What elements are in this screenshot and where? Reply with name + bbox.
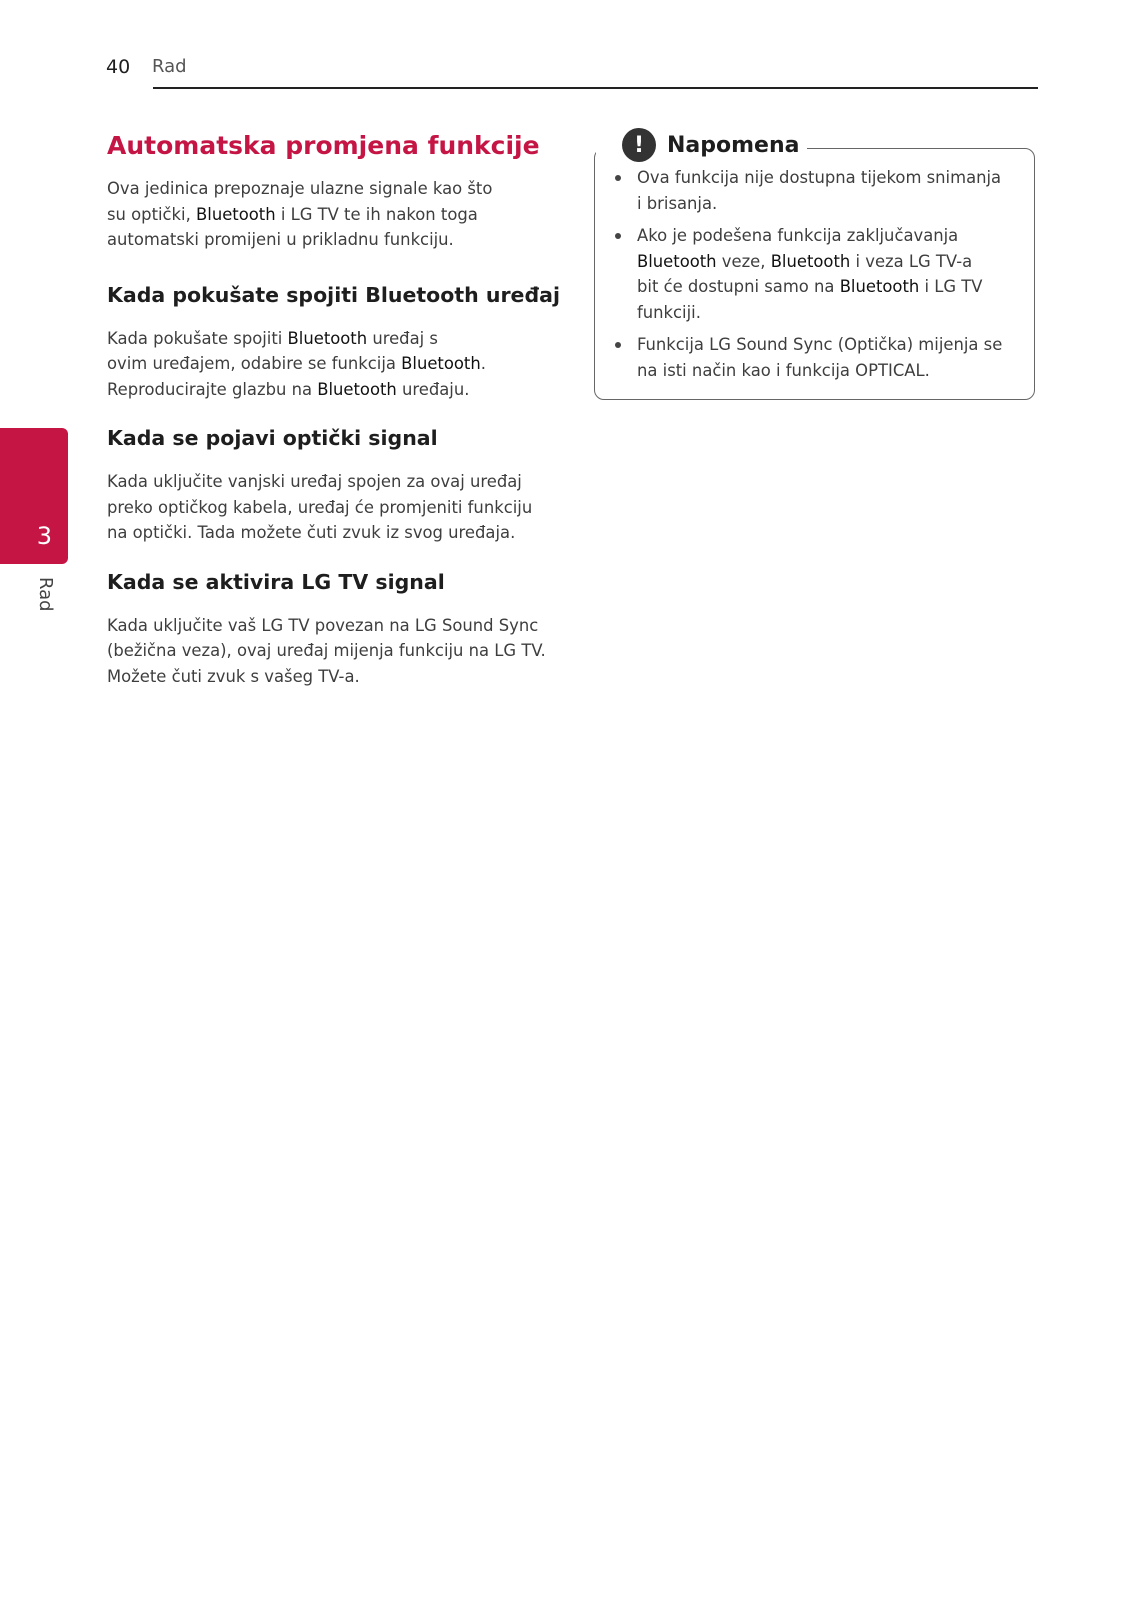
bullet-icon [615, 175, 621, 181]
note-list [613, 165, 1023, 390]
text-segment: veze, [716, 251, 771, 271]
page-header [106, 56, 1038, 90]
note-item [613, 332, 1023, 383]
content-section [107, 570, 563, 690]
text-segment: i veza LG TV-a [850, 251, 973, 271]
header-section-label: Rad [152, 56, 187, 77]
text-segment: i LG TV te ih nakon toga [275, 204, 478, 224]
emphasis-term: Bluetooth [637, 251, 717, 271]
text-line: Možete čuti zvuk s vašeg TV-a. [107, 666, 360, 686]
chapter-label-text: Rad [35, 577, 56, 612]
text-line: Ova jedinica prepoznaje ulazne signale kao što [107, 179, 493, 199]
note-item [613, 223, 1023, 325]
emphasis-term: Bluetooth [317, 379, 397, 399]
section-heading: Kada pokušate spojiti Bluetooth uređaj [107, 282, 560, 307]
note-item [613, 165, 1023, 216]
text-segment: Reproducirajte glazbu na [107, 379, 318, 399]
emphasis-term: Bluetooth [839, 277, 920, 296]
text-segment: bit će dostupni samo na [637, 277, 840, 296]
text-line: Kada uključite vaš LG TV povezan na LG Sound Sync [107, 615, 539, 635]
text-line: i brisanja. [637, 193, 718, 213]
note-title: Napomena [667, 132, 800, 158]
content-section [107, 283, 563, 403]
note-header [596, 128, 807, 162]
section-heading: Kada se pojavi optički signal [107, 426, 438, 451]
emphasis-term: Bluetooth [401, 354, 481, 374]
text-line: na optički. Tada možete čuti zvuk iz svog uređaja. [107, 523, 516, 543]
text-line: (bežična veza), ovaj uređaj mijenja funkciju na LG TV. [107, 641, 546, 661]
text-line: funkciji. [637, 302, 701, 322]
text-line: Ova funkcija nije dostupna tijekom snimanja [637, 168, 1002, 187]
content-section [107, 426, 563, 546]
emphasis-term: Bluetooth [196, 204, 276, 224]
exclamation-icon: ! [622, 128, 656, 162]
text-segment: ovim uređajem, odabire se funkcija [107, 354, 402, 374]
text-line: na isti način kao i funkcija OPTICAL. [637, 360, 930, 380]
text-line [637, 274, 1023, 300]
text-segment: Kada pokušate spojiti [107, 328, 288, 348]
text-segment: uređaj s [367, 328, 438, 348]
chapter-number: 3 [36, 522, 52, 550]
text-line [107, 326, 563, 352]
emphasis-term: Bluetooth [287, 328, 368, 348]
text-line: automatski promijeni u prikladnu funkciju. [107, 230, 454, 250]
header-divider [153, 87, 1038, 89]
text-line [637, 249, 1023, 275]
text-segment: su optički, [107, 204, 197, 224]
text-segment: i LG TV [919, 277, 983, 296]
intro-paragraph [107, 176, 563, 253]
text-line: Kada uključite vanjski uređaj spojen za ovaj uređaj [107, 472, 522, 492]
text-line [107, 351, 563, 377]
text-line [107, 377, 563, 403]
emphasis-term: Bluetooth [770, 251, 851, 271]
text-segment: uređaju. [396, 379, 470, 399]
text-segment: . [480, 354, 486, 374]
text-line: preko optičkog kabela, uređaj će promjeniti funkciju [107, 497, 533, 517]
bullet-icon [615, 233, 621, 239]
chapter-label [35, 577, 91, 612]
text-line: Funkcija LG Sound Sync (Optička) mijenja se [637, 335, 1003, 354]
section-heading: Kada se aktivira LG TV signal [107, 569, 445, 594]
main-column [107, 130, 563, 689]
page-title: Automatska promjena funkcije [107, 131, 540, 160]
page-number: 40 [106, 56, 131, 78]
sections [107, 283, 563, 690]
text-line: Ako je podešena funkcija zaključavanja [637, 226, 959, 245]
text-line [107, 202, 563, 228]
chapter-tab [0, 428, 68, 564]
bullet-icon [615, 342, 621, 348]
